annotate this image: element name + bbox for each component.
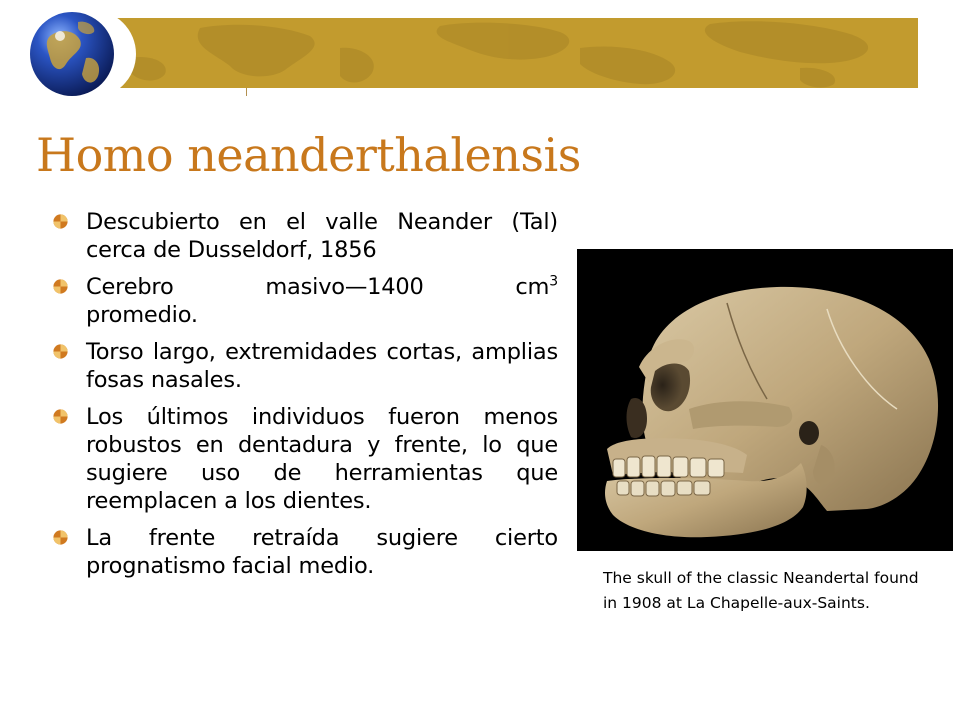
bullet-icon (52, 278, 69, 295)
bullet-icon (52, 213, 69, 230)
list-item (52, 403, 558, 515)
world-map-graphic (110, 18, 918, 88)
bullet-text-after: promedio. (86, 302, 198, 328)
bullet-text: La frente retraída sugiere cierto prognatismo facial medio. (86, 525, 558, 579)
bullet-text: Descubierto en el valle Neander (Tal) cerca de Dusseldorf, 1856 (86, 209, 558, 263)
header-banner (110, 18, 918, 88)
globe-icon (20, 6, 140, 102)
list-item (52, 524, 558, 580)
bullet-icon (52, 408, 69, 425)
superscript: 3 (549, 273, 558, 290)
globe-logo (20, 6, 140, 102)
bullet-text: Torso largo, extremidades cortas, amplias fosas nasales. (86, 339, 558, 393)
bullet-icon (52, 529, 69, 546)
list-item (52, 338, 558, 394)
bullet-list (52, 208, 558, 589)
bullet-icon (52, 343, 69, 360)
skull-photo (577, 249, 953, 551)
image-caption: The skull of the classic Neandertal found in 1908 at La Chapelle-aux-Saints. (603, 569, 919, 612)
slide-title: Homo neanderthalensis (36, 128, 581, 182)
bullet-text: Los últimos individuos fueron menos robustos en dentadura y frente, lo que sugiere uso de herramientas que reemplacen a los dientes. (86, 404, 558, 514)
list-item (52, 208, 558, 264)
bullet-text: Cerebro masivo—1400 cm (86, 274, 550, 300)
list-item (52, 273, 558, 329)
banner-divider (246, 88, 247, 96)
skull-icon (577, 249, 953, 551)
